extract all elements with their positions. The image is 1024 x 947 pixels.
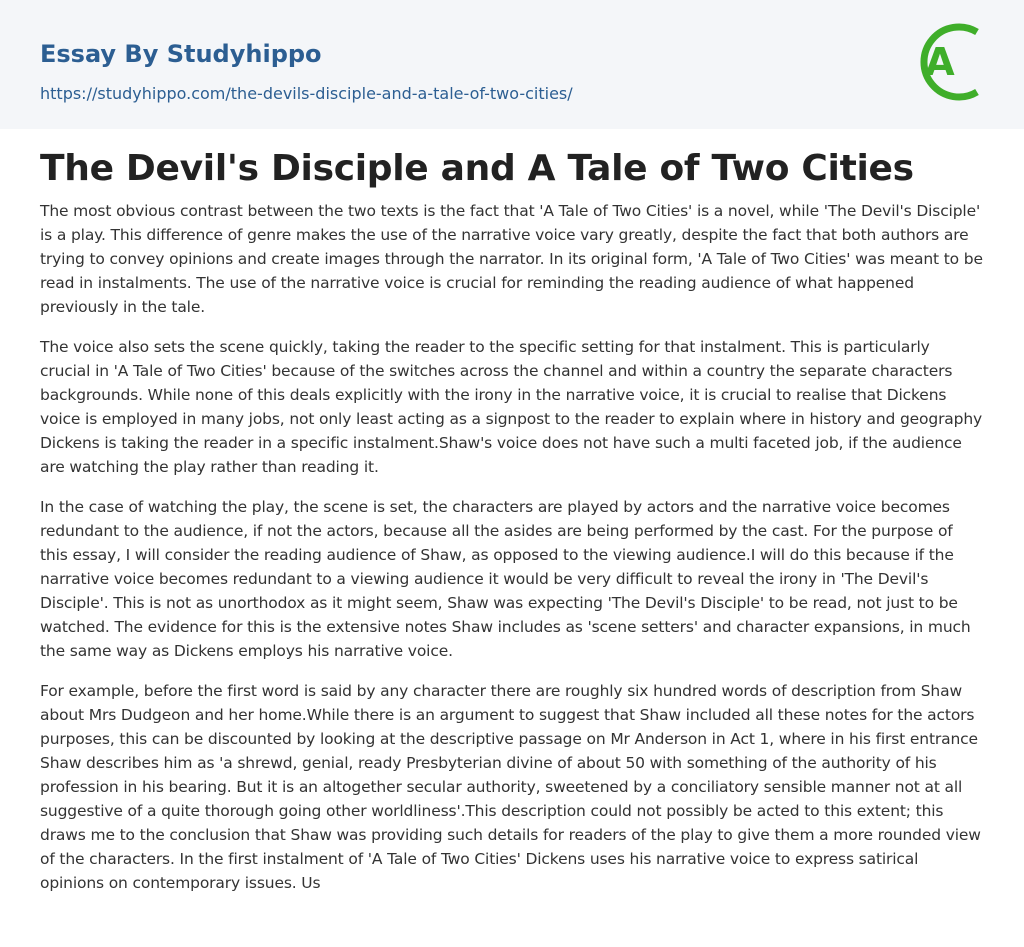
brand-title: Essay By Studyhippo: [40, 40, 322, 68]
article-paragraph: The voice also sets the scene quickly, taking the reader to the specific setting for that instalment. This is particularly crucial in 'A Tale of Two Cities' because of the switches across the channel and within a country the separate characters backgrounds. While none of this deals explicitly with the irony in the narrative voice, it is crucial to realise that Dickens voice is employed in many jobs, not only least acting as a signpost to the reader to explain where in history and geography Dickens is taking the reader in a specific instalment.Shaw's voice does not have such a multi faceted job, if the audience are watching the play rather than reading it.: [40, 338, 983, 476]
article-paragraph: For example, before the first word is said by any character there are roughly six hundred words of description from Shaw about Mrs Dudgeon and her home.While there is an argument to suggest that Shaw included all these notes for the actors purposes, this can be discounted by looking at the descriptive passage on Mr Anderson in Act 1, where in his first entrance Shaw describes him as 'a shrewd, genial, ready Presbyterian divine of about 50 with something of the authority of his profession in his bearing. But it is an altogether secular authority, sweetened by a conciliatory sensible manner not at all suggestive of a quite thorough going other worldliness'.This description could not possibly be acted to this extent; this draws me to the conclusion that Shaw was providing such details for readers of the play to give them a more rounded view of the characters. In the first instalment of 'A Tale of Two Cities' Dickens uses his narrative voice to express satirical opinions on contemporary issues. Us: [40, 682, 981, 892]
page-title: The Devil's Disciple and A Tale of Two Cities: [40, 148, 914, 189]
site-header: [0, 0, 1024, 129]
article-paragraph: The most obvious contrast between the two texts is the fact that 'A Tale of Two Cities' is a novel, while 'The Devil's Disciple' is a play. This difference of genre makes the use of the narrative voice vary greatly, despite the fact that both authors are trying to convey opinions and create images through the narrator. In its original form, 'A Tale of Two Cities' was meant to be read in instalments. The use of the narrative voice is crucial for reminding the reading audience of what happened previously in the tale.: [40, 202, 983, 316]
source-url-link[interactable]: https://studyhippo.com/the-devils-disciple-and-a-tale-of-two-cities/: [40, 84, 573, 103]
article-paragraph: In the case of watching the play, the scene is set, the characters are played by actors and the narrative voice becomes redundant to the audience, if not the actors, because all the asides are being performed by the cast. For the purpose of this essay, I will consider the reading audience of Shaw, as opposed to the viewing audience.I will do this because if the narrative voice becomes redundant to a viewing audience it would be very difficult to reveal the irony in 'The Devil's Disciple'. This is not as unorthodox as it might seem, Shaw was expecting 'The Devil's Disciple' to be read, not just to be watched. The evidence for this is the extensive notes Shaw includes as 'scene setters' and character expansions, in much the same way as Dickens employs his narrative voice.: [40, 498, 971, 660]
circle-letter-logo-icon[interactable]: [911, 18, 987, 106]
logo-letter: A: [925, 40, 955, 84]
article-body: [0, 129, 1024, 895]
